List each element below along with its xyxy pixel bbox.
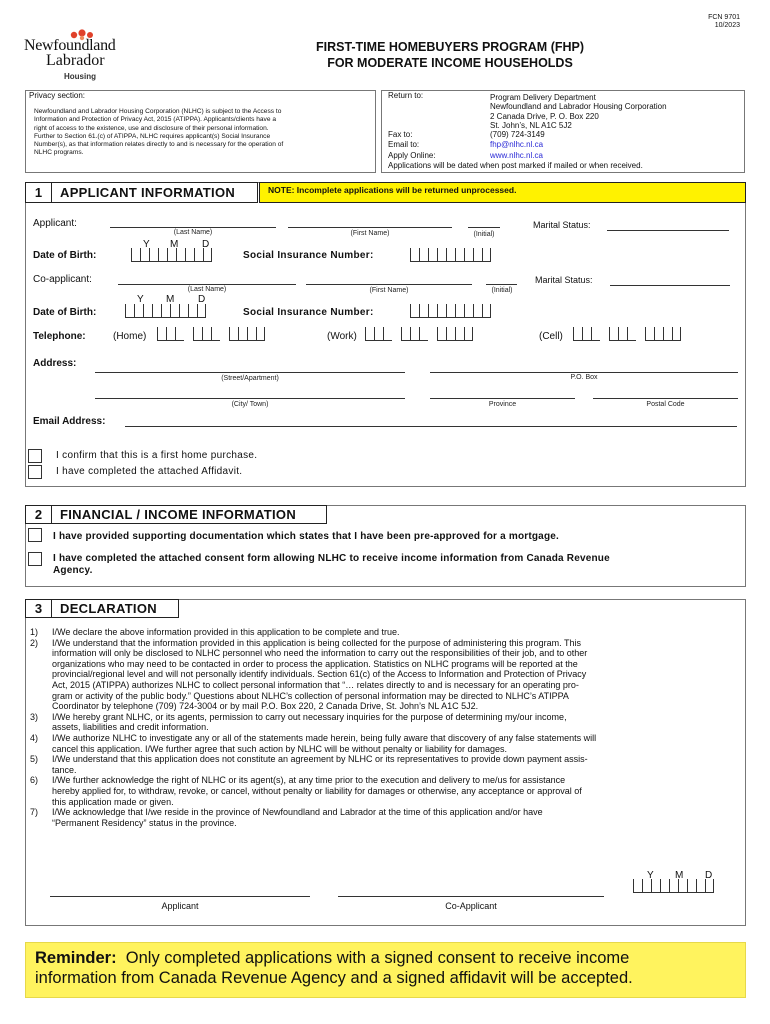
coapplicant-sin-boxes[interactable] [410,304,491,318]
item-line: “Permanent Residency” status in the province. [52,817,237,828]
declaration-item [30,627,736,638]
form-date: 10/2023 [714,22,740,29]
return-label: Return to: [388,91,424,100]
logo-line-1: Newfoundland [24,37,116,54]
item-line: Coordinator by telephone (709) 724-3004 or by mail P.O. Box 220, 2 Canada Drive, St. John’s NL A1C 5J2. [52,701,479,712]
home-phone-boxes[interactable] [157,327,265,341]
privacy-heading: Privacy section: [29,91,86,100]
po-box-field[interactable] [430,372,738,373]
address-line: Newfoundland and Labrador Housing Corporation [490,102,667,112]
month-caption: M [170,239,179,250]
reminder-label: Reminder: [35,949,117,967]
sig-month-caption: M [675,870,684,881]
contact-values [490,130,545,161]
first-home-checkbox[interactable] [28,449,42,463]
incomplete-note: NOTE: Incomplete applications will be returned unprocessed. [259,182,746,203]
applicant-initial-field[interactable] [468,227,500,228]
return-labels [388,91,423,101]
coapplicant-label: Co-applicant: [33,274,92,285]
declaration-item [30,638,736,712]
cell-phone-boxes[interactable] [573,327,681,341]
item-line: Act, 2015 (ATIPPA) authorizes NLHC to collect personal information that “… relates directly to and is necessary for an operating pro- [52,679,579,690]
privacy-line: Number(s), as that information relates directly to and is necessary for the operation of [34,141,284,149]
applicant-dob-boxes[interactable] [131,248,212,262]
po-box-caption: P.O. Box [570,374,598,381]
coapplicant-first-name-field[interactable] [306,284,472,285]
item-line: I/We acknowledge that I/we reside in the province of Newfoundland and Labrador at the time of this application and/or have [52,807,543,818]
email-address-field[interactable] [125,426,737,427]
province-caption: Province [488,401,517,408]
postal-code-caption: Postal Code [646,401,685,408]
item-line: I/We understand that the information provided in this application is being collected for the purpose of administering this program. This [52,637,581,648]
address-line: St. John’s, NL A1C 5J2 [490,121,572,131]
sin-label: Social Insurance Number: [243,250,374,261]
logo-line-2: Labrador [46,52,105,69]
item-number: 6) [30,775,39,786]
item-line: gram or activity of the public body.” Questions about NLHC’s collection of personal information may be directed to NLHC’s ATIPPA [52,690,569,701]
applicant-last-name-field[interactable] [110,227,276,228]
logo-sub: Housing [64,72,96,81]
street-field[interactable] [95,372,405,373]
street-caption: (Street/Apartment) [221,375,279,382]
coapplicant-marital-status-field[interactable] [610,285,730,286]
privacy-line: Further to Section 61.(c) of ATIPPA, NLHC requires applicant(s) Social Insurance [34,132,271,140]
work-phone-label: (Work) [327,331,357,342]
item-line: I/We further acknowledge the right of NLHC or its agent(s), at any time prior to the execution and delivery to me/us for assistance [52,775,566,786]
year-caption: Y [143,239,150,250]
co-marital-status-label: Marital Status: [535,275,593,285]
online-label: Apply Online: [388,150,436,160]
section-3-title: DECLARATION [60,601,157,616]
address-line: 2 Canada Drive, P. O. Box 220 [490,111,599,121]
day-caption: D [202,239,210,250]
first-name-caption: (First Name) [350,230,390,237]
initial-caption: (Initial) [473,231,495,238]
month-caption: M [166,294,175,305]
email-label: Email to: [388,140,420,150]
coapplicant-dob-boxes[interactable] [125,304,206,318]
declaration-list [30,627,736,828]
co-sin-label: Social Insurance Number: [243,307,374,318]
city-field[interactable] [95,398,405,399]
online-link[interactable]: www.nlhc.nl.ca [490,150,543,160]
consent-text-line: Agency. [53,565,93,576]
item-line: information will only be disclosed to NLHC personnel who need the information to carry out the responsibilities of their job, and to other [52,648,588,659]
title-line-2: FOR MODERATE INCOME HOUSEHOLDS [327,56,573,70]
co-last-name-caption: (Last Name) [187,286,227,293]
year-caption: Y [137,294,144,305]
return-note: Applications will be dated when post marked if mailed or when received. [388,161,643,170]
fax-label: Fax to: [388,130,413,139]
declaration-item [30,754,736,775]
item-number: 2) [30,637,39,648]
item-line: I/We hereby grant NLHC, or its agents, permission to carry out necessary inquiries for the purpose of determining my/our income, [52,711,567,722]
home-phone-label: (Home) [113,331,147,342]
section-3-number: 3 [26,600,52,617]
privacy-line: NLHC programs. [34,149,84,157]
item-line: tance. [52,764,77,775]
section-2-number: 2 [26,506,52,523]
privacy-text [34,108,283,158]
affidavit-checkbox[interactable] [28,465,42,479]
item-number: 7) [30,807,39,818]
province-field[interactable] [430,398,575,399]
item-line: provincial/regional level and will not personally identify individuals. Section 61(c) of the Access to Information and Protection of Privacy [52,669,587,680]
email-address-label: Email Address: [33,416,106,427]
coapplicant-initial-field[interactable] [486,284,517,285]
address-label: Address: [33,358,77,369]
form-code-block [708,14,740,30]
contact-labels [388,130,436,161]
form-code: FCN 9701 [708,14,740,21]
address-line: Program Delivery Department [490,93,596,102]
first-home-text: I confirm that this is a first home purchase. [56,450,258,461]
reminder-line-1: Only completed applications with a signed consent to receive income [125,949,630,967]
cell-phone-label: (Cell) [539,331,563,342]
privacy-line: Information and Protection of Privacy Act, 2015 (ATIPPA). Applicants/clients have a [34,116,277,124]
co-initial-caption: (Initial) [491,287,513,294]
dob-label: Date of Birth: [33,250,97,261]
nl-housing-logo [24,28,134,84]
sig-year-caption: Y [647,870,654,881]
item-line: I/We authorize NLHC to investigate any or all of the statements made herein, being fully aware that discovery of any false statements will [52,732,597,743]
consent-checkbox[interactable] [28,552,42,566]
signature-date-boxes[interactable] [633,879,714,893]
work-phone-boxes[interactable] [365,327,473,341]
declaration-item [30,775,736,807]
coapplicant-signature-line[interactable] [338,896,604,897]
section-2-title: FINANCIAL / INCOME INFORMATION [60,507,297,522]
page-title [190,39,710,71]
co-dob-label: Date of Birth: [33,307,97,318]
coapplicant-signature-caption: Co-Applicant [445,901,497,911]
applicant-label: Applicant: [33,218,77,229]
day-caption: D [198,294,206,305]
applicant-marital-status-field[interactable] [607,230,729,231]
telephone-label: Telephone: [33,331,86,342]
applicant-first-name-field[interactable] [288,227,452,228]
return-address [490,93,667,131]
last-name-caption: (Last Name) [173,229,213,236]
email-link[interactable]: fhp@nlhc.nl.ca [490,140,544,150]
section-1-header [25,182,258,203]
declaration-item [30,712,736,733]
item-line: cancel this application. I/We further agree that such action by NLHC will be without penalty or liability for damages. [52,743,508,754]
sig-day-caption: D [705,870,713,881]
consent-text-line: I have completed the attached consent form allowing NLHC to receive income information from Canada Revenue [53,553,610,564]
coapplicant-last-name-field[interactable] [118,284,296,285]
section-2-header [25,505,327,524]
preapproved-checkbox[interactable] [28,528,42,542]
fax-value: (709) 724-3149 [490,130,545,139]
section-1-number: 1 [26,183,52,202]
preapproved-text: I have provided supporting documentation which states that I have been pre-approved for a mortgage. [53,531,559,542]
privacy-line: right of access to the existence, use and disclosure of their personal information. [34,124,269,132]
applicant-signature-line[interactable] [50,896,310,897]
item-line: I/We declare the above information provided in this application to be complete and true. [52,627,400,637]
affidavit-text: I have completed the attached Affidavit. [56,466,243,477]
item-line: hereby applied for, to withdraw, revoke, or cancel, without penalty or liability for damages or otherwise, any acceptance or approval of [52,785,582,796]
applicant-sin-boxes[interactable] [410,248,491,262]
declaration-item [30,733,736,754]
postal-code-field[interactable] [593,398,738,399]
section-3-header [25,599,179,618]
consent-text [53,553,610,577]
title-line-1: FIRST-TIME HOMEBUYERS PROGRAM (FHP) [315,40,585,54]
item-line: I/We understand that this application does not constitute an agreement by NLHC or its representatives to provide down payment assis- [52,754,588,765]
privacy-line: Newfoundland and Labrador Housing Corporation (NLHC) is subject to the Access to [34,108,282,115]
item-number: 3) [30,711,39,722]
item-number: 1) [30,627,39,637]
item-line: organizations who may need to be contacted in order to process the application. Statistics on NLHC programs will be reported at the [52,658,578,669]
applicant-signature-caption: Applicant [161,901,199,911]
marital-status-label: Marital Status: [533,220,591,230]
city-caption: (City/ Town) [231,401,269,408]
declaration-item [30,807,736,828]
reminder-line-2: information from Canada Revenue Agency and a signed affidavit will be accepted. [35,969,633,987]
item-line: assets, liabilities and credit information. [52,722,209,733]
item-number: 5) [30,754,39,765]
co-first-name-caption: (First Name) [369,287,409,294]
reminder-text [35,948,745,988]
item-number: 4) [30,732,39,743]
item-line: this application made or given. [52,796,174,807]
section-1-title: APPLICANT INFORMATION [60,185,236,200]
